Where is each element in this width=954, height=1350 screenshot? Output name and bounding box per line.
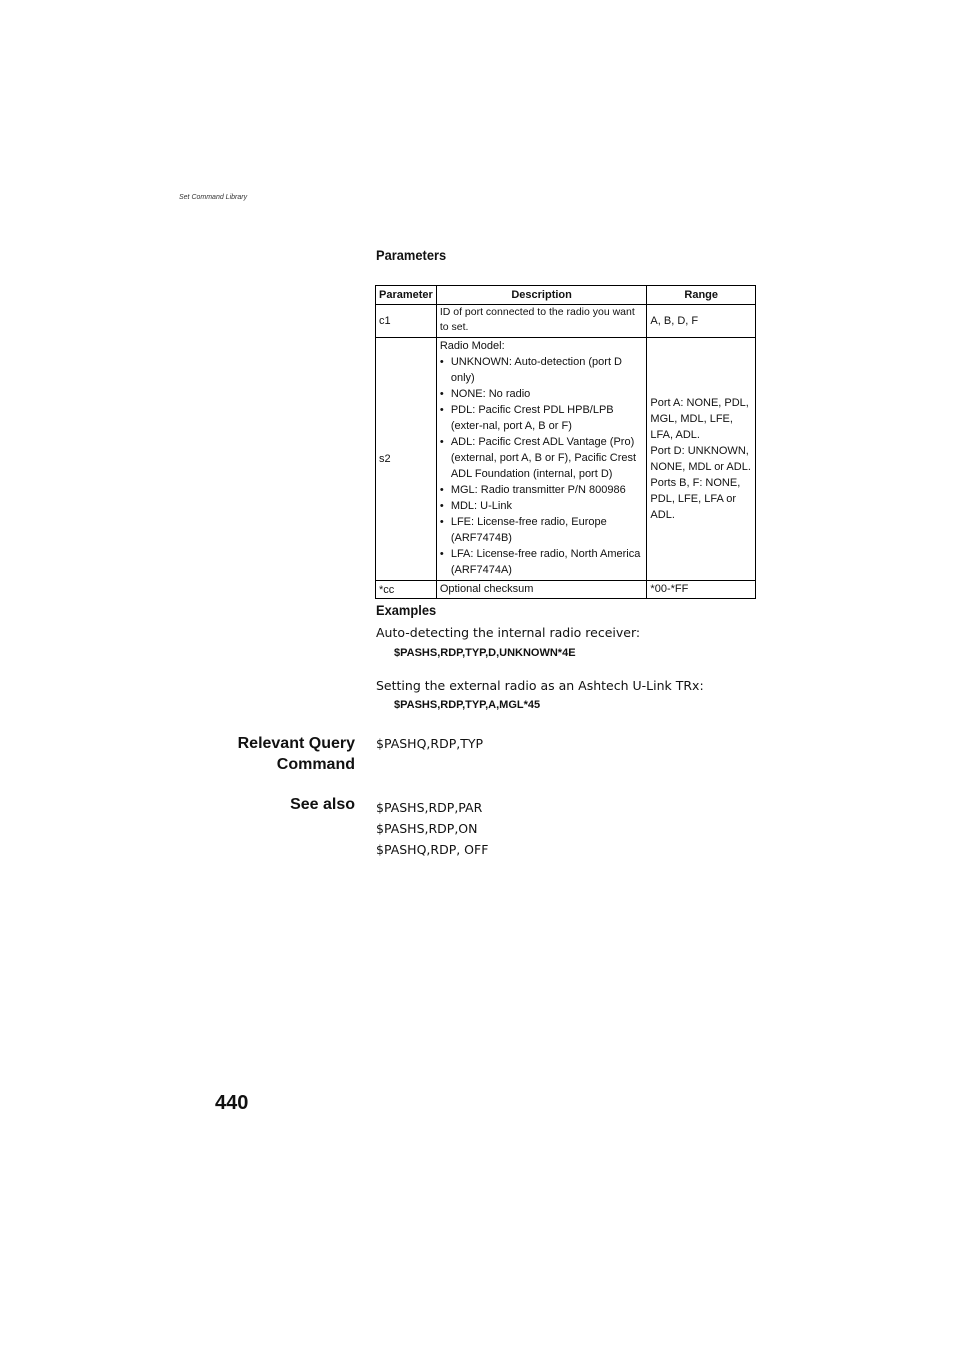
list-item: • UNKNOWN: Auto-detection (port D only) [440, 354, 644, 386]
see-also-heading: See also [290, 796, 355, 813]
table-header-row [376, 286, 756, 305]
list-item: • MGL: Radio transmitter P/N 800986 [440, 482, 644, 498]
table-row [376, 305, 756, 338]
list-item: • ADL: Pacific Crest ADL Vantage (Pro) (external, port A, B or F), Pacific Crest ADL Foundation (internal, port D) [440, 434, 644, 482]
list-item: • LFE: License-free radio, Europe (ARF7474B) [440, 514, 644, 546]
description-cell [436, 338, 647, 581]
list-item: • NONE: No radio [440, 386, 644, 402]
example-1-code: $PASHS,RDP,TYP,D,UNKNOWN*4E [394, 647, 576, 659]
param-cell: *cc [376, 581, 437, 599]
parameters-table [375, 285, 756, 599]
radio-model-list [440, 354, 644, 578]
examples-heading: Examples [376, 602, 437, 618]
range-cell: *00-*FF [647, 581, 756, 599]
see-also-item: $PASHQ,RDP, OFF [376, 842, 489, 857]
relevant-query-heading-line1: Relevant Query [237, 735, 355, 752]
relevant-query-heading [175, 733, 355, 775]
param-cell: s2 [376, 338, 437, 581]
range-cell: Port A: NONE, PDL, MGL, MDL, LFE, LFA, ADL. Port D: UNKNOWN, NONE, MDL or ADL. Ports B, F: NONE, PDL, LFE, LFA or ADL. [647, 338, 756, 581]
list-item: • LFA: License-free radio, North America (ARF7474A) [440, 546, 644, 578]
table-row [376, 338, 756, 581]
column-header-parameter: Parameter [376, 286, 437, 305]
example-2-text: Setting the external radio as an Ashtech U-Link TRx: [376, 678, 704, 693]
see-also-list [376, 797, 488, 860]
description-cell: ID of port connected to the radio you want to set. [436, 305, 647, 338]
description-cell: Optional checksum [436, 581, 647, 599]
range-cell: A, B, D, F [647, 305, 756, 338]
list-item: • MDL: U-Link [440, 498, 644, 514]
running-header: Set Command Library [179, 194, 248, 201]
column-header-description: Description [436, 286, 647, 305]
parameters-heading: Parameters [376, 247, 447, 263]
param-cell: c1 [376, 305, 437, 338]
column-header-range: Range [647, 286, 756, 305]
relevant-query-heading-line2: Command [276, 756, 355, 773]
table-row [376, 581, 756, 599]
description-intro: Radio Model: [439, 340, 505, 352]
list-item: • PDL: Pacific Crest PDL HPB/LPB (exter-nal, port A, B or F) [440, 402, 644, 434]
see-also-item: $PASHS,RDP,PAR [376, 800, 483, 815]
see-also-item: $PASHS,RDP,ON [376, 821, 478, 836]
page-number: 440 [215, 1092, 249, 1114]
example-2-code: $PASHS,RDP,TYP,A,MGL*45 [394, 699, 541, 711]
example-1-text: Auto-detecting the internal radio receiver: [376, 625, 641, 640]
relevant-query-value: $PASHQ,RDP,TYP [376, 736, 484, 751]
